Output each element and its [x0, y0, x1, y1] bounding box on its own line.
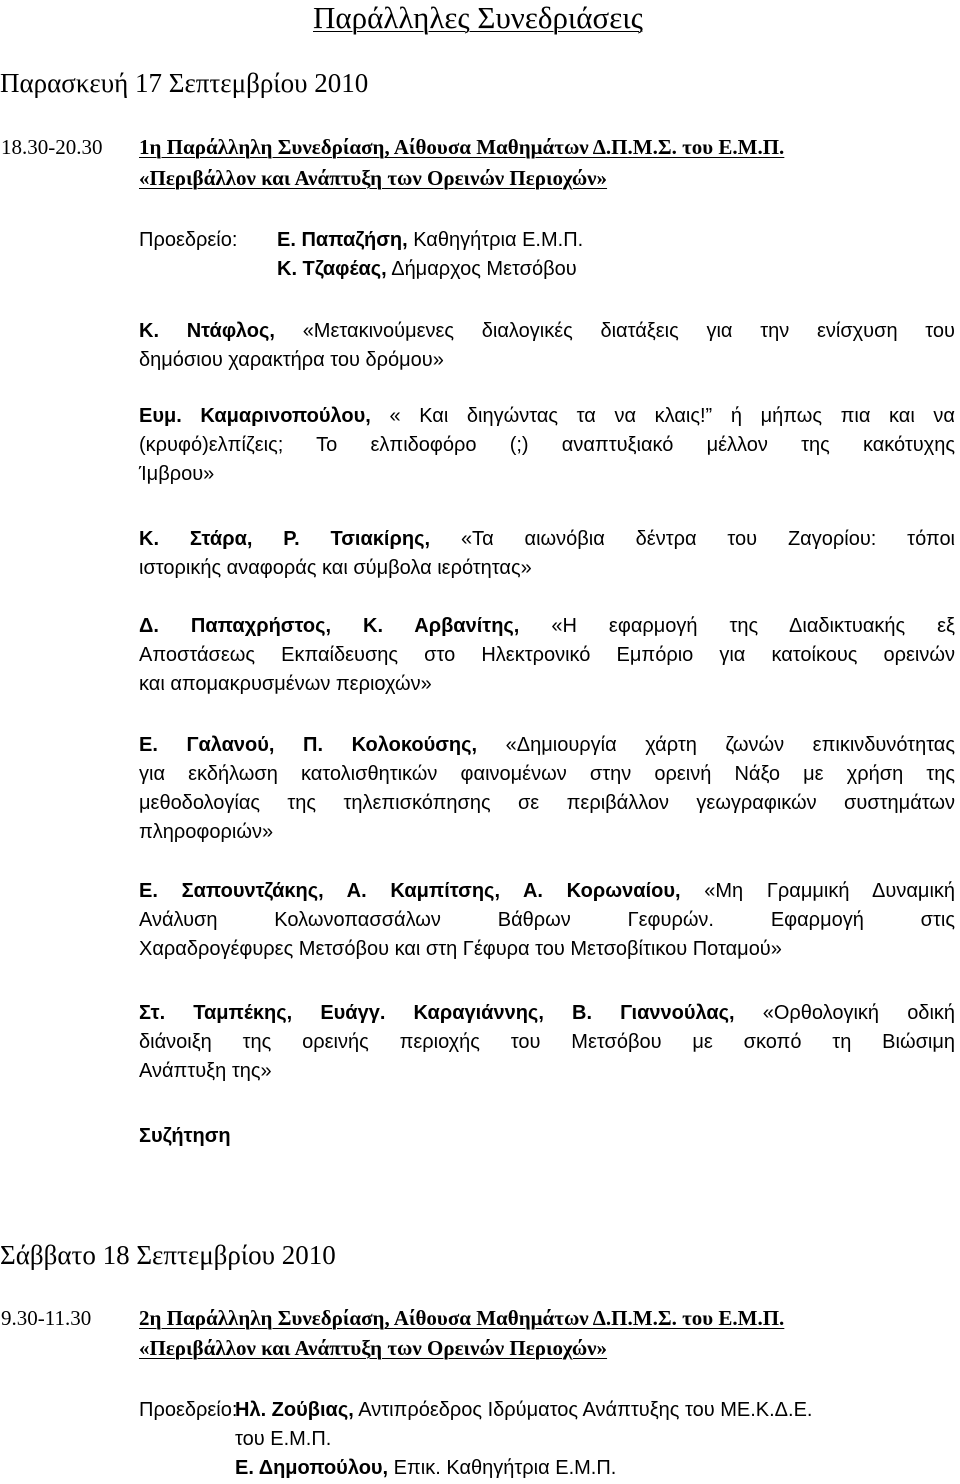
session2-chair-1-cont: του Ε.Μ.Π.: [235, 1428, 332, 1450]
paper-authors: Στ. Ταμπέκης, Ευάγγ. Καραγιάννης, Β. Γιαννούλας,: [139, 1002, 735, 1024]
session1-chair-2: [277, 258, 577, 281]
paper-5: [139, 734, 955, 844]
session2-chairs-label: Προεδρείο:: [139, 1399, 238, 1421]
chair-name: Κ. Τζαφέας,: [277, 258, 387, 280]
paper-title-line: «Μη Γραμμική Δυναμική: [704, 880, 956, 902]
paper-title-line: «Ορθολογική οδική: [762, 1002, 956, 1024]
paper-authors: Δ. Παπαχρήστος, Κ. Αρβανίτης,: [139, 615, 520, 637]
paper-title-line: διάνοιξη της ορεινής περιοχής του Μετσόβου με σκοπό τη Βιώσιμη: [139, 1031, 955, 1053]
paper-title-line: «Δημιουργία χάρτη ζωνών επικινδυνότητας: [505, 734, 956, 756]
chair-name: Ε. Παπαζήση,: [277, 229, 408, 251]
paper-title-line: « Και διηγώντας τα να κλαις!” ή μήπως πια και να: [389, 405, 955, 427]
paper-3: [139, 528, 955, 580]
paper-title-line: για εκδήλωση κατολισθητικών φαινομένων στην ορεινή Νάξο με χρήση της: [139, 763, 955, 785]
paper-authors: Ε. Γαλανού, Π. Κολοκούσης,: [139, 734, 478, 756]
paper-authors: Ε. Σαπουντζάκης, Α. Καμπίτσης, Α. Κορωναίου,: [139, 880, 681, 902]
paper-title-line: μεθοδολογίας της τηλεπισκόπησης σε περιβάλλον γεωγραφικών συστημάτων: [139, 792, 955, 814]
discussion-label: Συζήτηση: [139, 1125, 231, 1147]
paper-title-line: ιστορικής αναφοράς και σύμβολα ιερότητας»: [139, 557, 532, 579]
paper-authors: Κ. Ντάφλος,: [139, 320, 275, 342]
session1-time: 18.30-20.30: [1, 135, 103, 159]
paper-title-line: και απομακρυσμένων περιοχών»: [139, 673, 432, 695]
session2-time: 9.30-11.30: [1, 1306, 92, 1330]
session2-chair-2: [235, 1457, 616, 1480]
chair-name: Ε. Δημοπούλου,: [235, 1457, 389, 1479]
paper-2: [139, 405, 955, 486]
paper-title-line: Ανάλυση Κολωνοπασσάλων Βάθρων Γεφυρών. Εφαρμογή στις: [139, 909, 955, 931]
session2-title: 2η Παράλληλη Συνεδρίαση, Αίθουσα Μαθημάτων Δ.Π.Μ.Σ. του Ε.Μ.Π.: [139, 1306, 785, 1330]
page-title: Παράλληλες Συνεδριάσεις: [313, 0, 643, 35]
chair-role: Αντιπρόεδρος Ιδρύματος Ανάπτυξης του ΜΕ.Κ.Δ.Ε.: [353, 1399, 813, 1421]
paper-title-line: Αποστάσεως Εκπαίδευσης στο Ηλεκτρονικό Εμπόριο για κατοίκους ορεινών: [139, 644, 955, 666]
paper-title-line: δημόσιου χαρακτήρα του δρόμου»: [139, 349, 444, 371]
paper-title-line: «Η εφαρμογή της Διαδικτυακής εξ: [551, 615, 956, 637]
chair-role: Επικ. Καθηγήτρια Ε.Μ.Π.: [388, 1457, 617, 1479]
chair-role: Δήμαρχος Μετσόβου: [386, 258, 577, 280]
paper-title-line: Χαραδρογέφυρες Μετσόβου και στη Γέφυρα του Μετσοβίτικου Ποταμού»: [139, 938, 782, 960]
paper-7: [139, 1002, 955, 1083]
session2-theme: «Περιβάλλον και Ανάπτυξη των Ορεινών Περιοχών»: [139, 1336, 608, 1360]
session1-title: 1η Παράλληλη Συνεδρίαση, Αίθουσα Μαθημάτων Δ.Π.Μ.Σ. του Ε.Μ.Π.: [139, 135, 785, 159]
paper-title-line: Ανάπτυξη της»: [139, 1060, 272, 1082]
paper-title-line: (κρυφό)ελπίζεις; Το ελπιδοφόρο (;) αναπτυξιακό μέλλον της κακότυχης: [139, 434, 955, 456]
session2-chair-1: [235, 1399, 812, 1422]
session1-chairs-label: Προεδρείο:: [139, 229, 238, 251]
session1-chair-1: [277, 229, 583, 252]
day2-heading: Σάββατο 18 Σεπτεμβρίου 2010: [0, 1240, 336, 1270]
paper-title-line: «Μετακινούμενες διαλογικές διατάξεις για την ενίσχυση του: [302, 320, 955, 342]
paper-1: [139, 320, 955, 372]
chair-role: Καθηγήτρια Ε.Μ.Π.: [407, 229, 584, 251]
paper-6: [139, 880, 955, 961]
paper-authors: Κ. Στάρα, Ρ. Τσιακίρης,: [139, 528, 431, 550]
chair-name: Ηλ. Ζούβιας,: [235, 1399, 354, 1421]
paper-4: [139, 615, 955, 696]
paper-title-line: «Τα αιωνόβια δέντρα του Ζαγορίου: τόποι: [460, 528, 956, 550]
paper-title-line: πληροφοριών»: [139, 821, 274, 843]
session1-theme: «Περιβάλλον και Ανάπτυξη των Ορεινών Περιοχών»: [139, 166, 608, 190]
day1-heading: Παρασκευή 17 Σεπτεμβρίου 2010: [0, 68, 369, 98]
paper-authors: Ευμ. Καμαρινοπούλου,: [139, 405, 371, 427]
paper-title-line: Ίμβρου»: [139, 463, 215, 485]
